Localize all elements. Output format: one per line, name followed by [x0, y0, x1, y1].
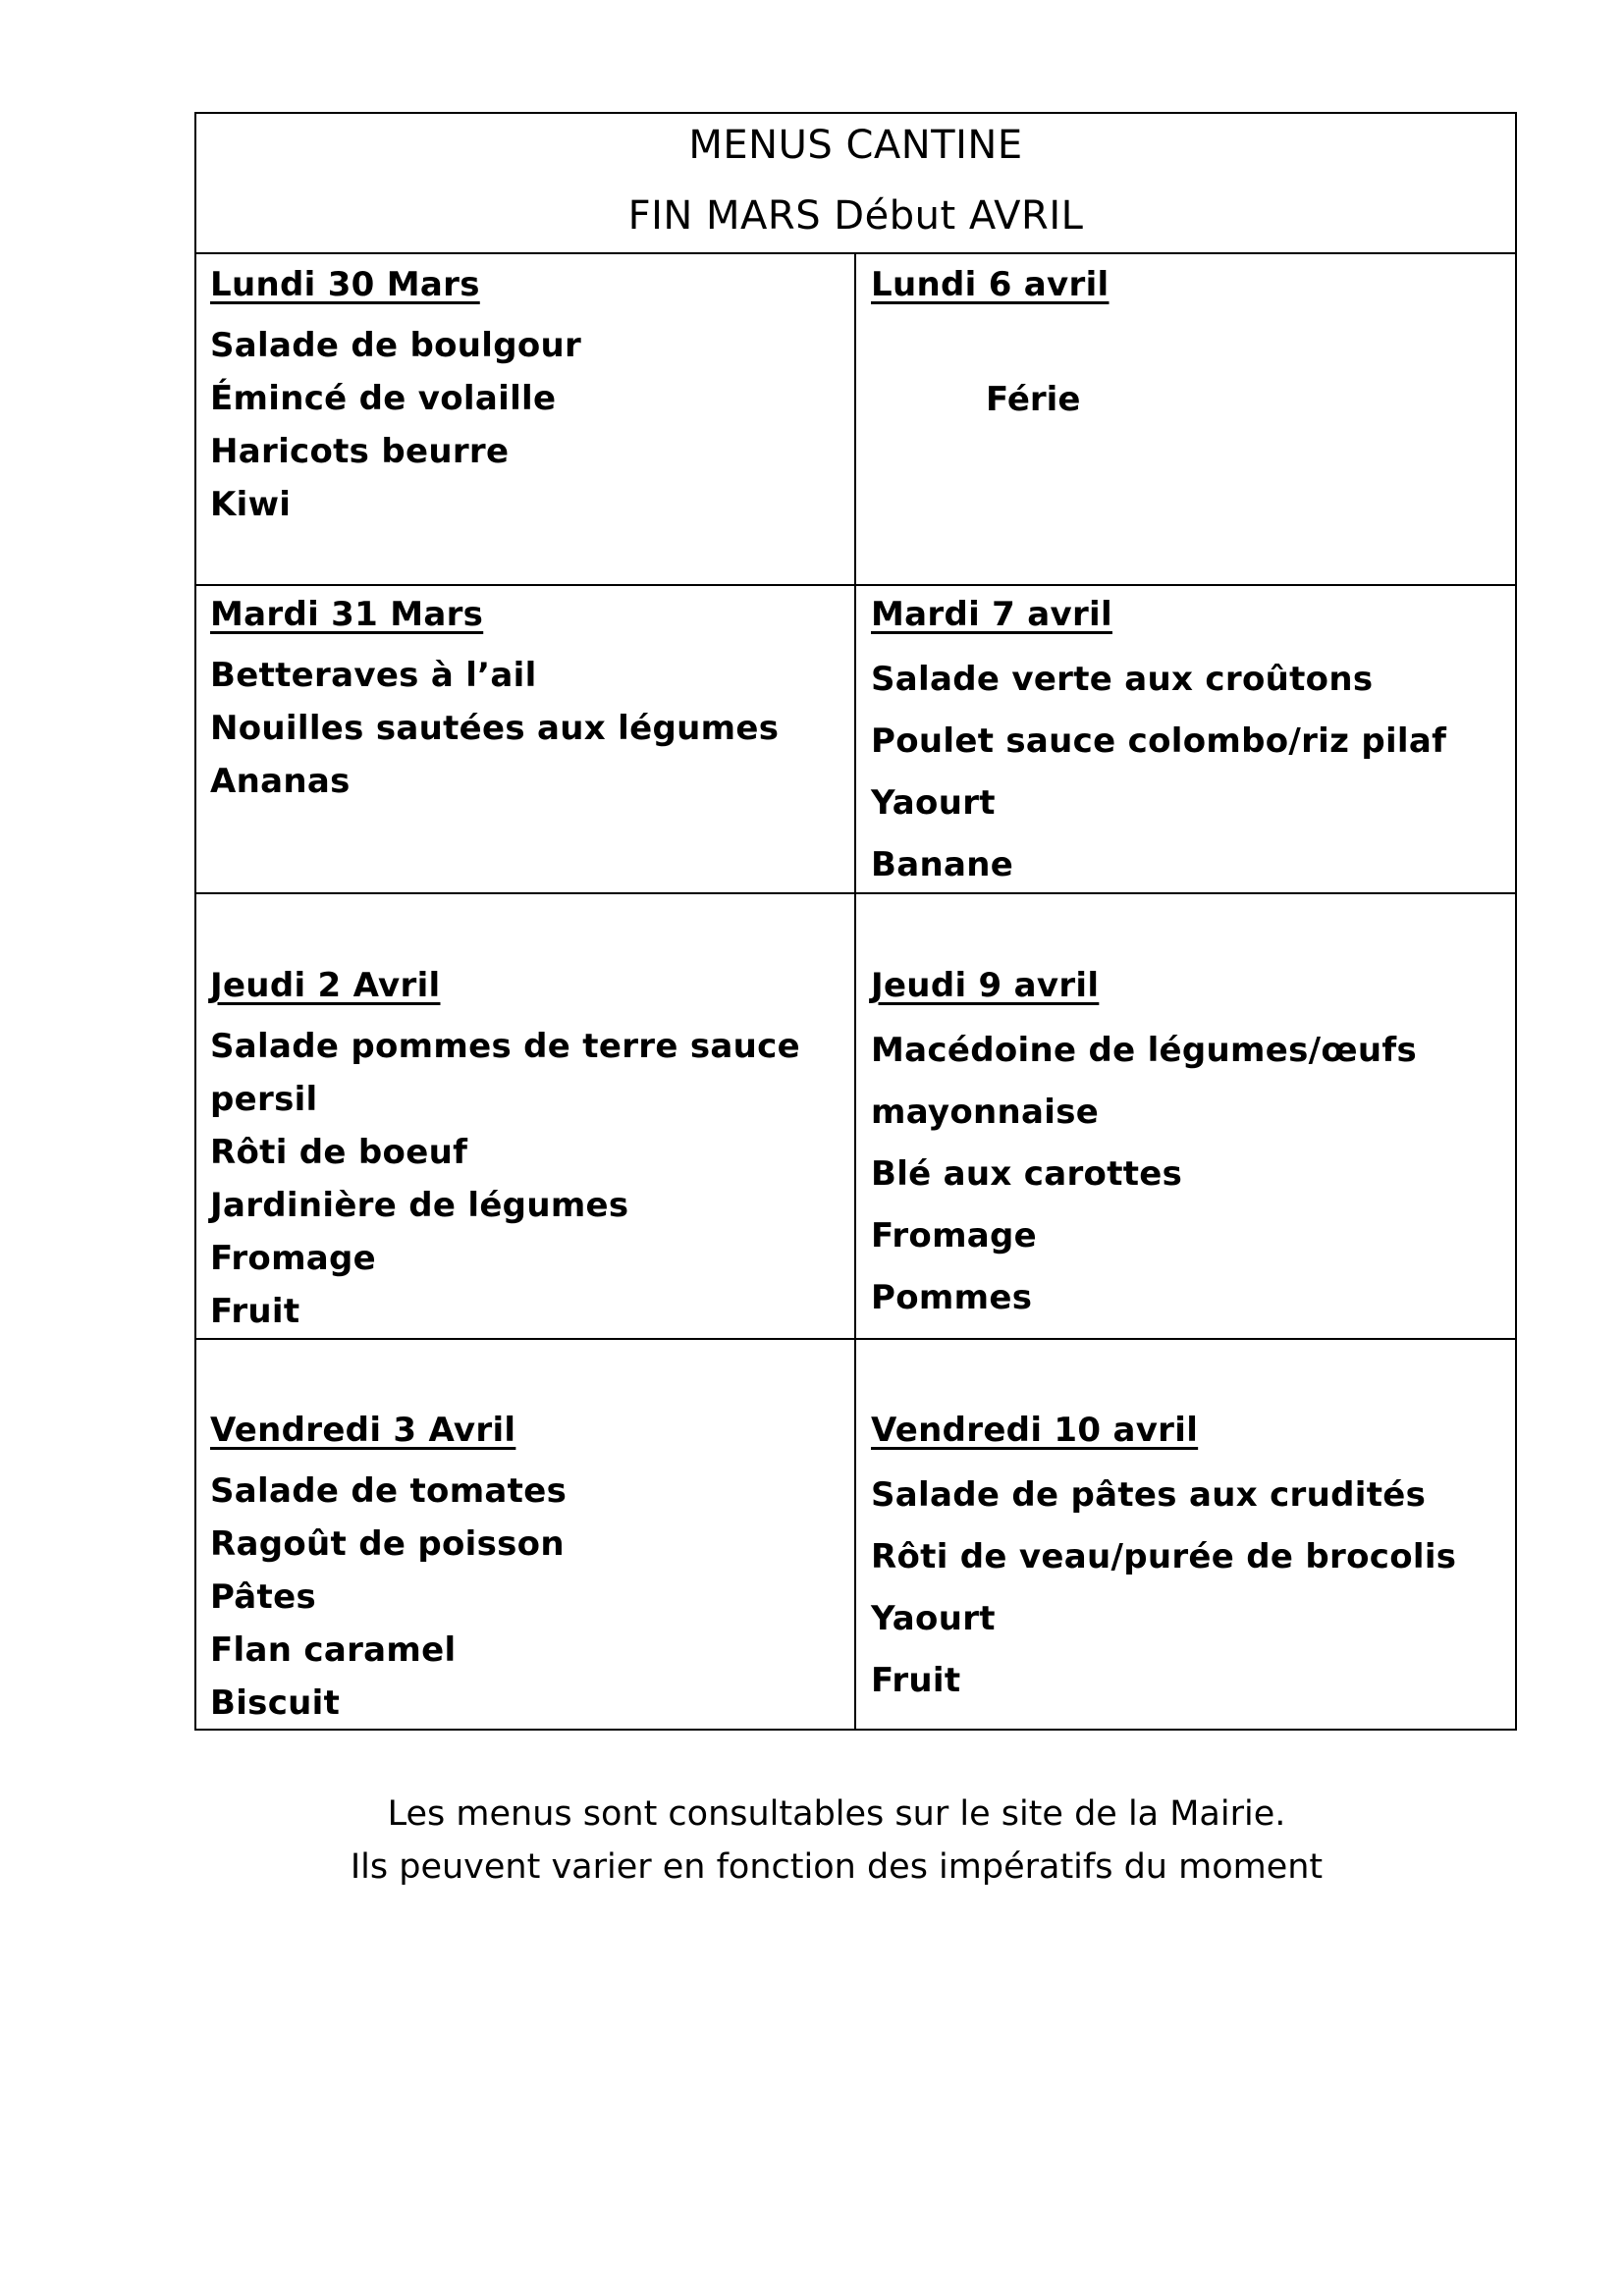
menu-item: Fruit [210, 1292, 300, 1331]
day-cell [871, 258, 1109, 319]
day-header: Vendredi 3 Avril [210, 1411, 516, 1450]
day-cell [210, 588, 779, 808]
menu-item: Flan caramel [210, 1630, 457, 1670]
menu-item: Salade pommes de terre sauce [210, 1027, 800, 1066]
menu-item: Banane [871, 845, 1014, 884]
day-header: Mardi 31 Mars [210, 595, 484, 634]
menu-item: Émincé de volaille [210, 379, 557, 418]
day-cell [871, 1404, 1456, 1712]
day-header: Vendredi 10 avril [871, 1411, 1199, 1450]
menu-item: Betteraves à l’ail [210, 656, 537, 695]
menu-item: Nouilles sautées aux légumes [210, 709, 780, 748]
menu-item: Salade de tomates [210, 1471, 568, 1511]
menu-item: Rôti de veau/purée de brocolis [871, 1537, 1457, 1576]
day-header: Mardi 7 avril [871, 595, 1112, 634]
day-cell [210, 959, 800, 1338]
menu-item: Haricots beurre [210, 432, 510, 471]
menu-item: Fromage [871, 1216, 1038, 1255]
menu-item: Salade de pâtes aux crudités [871, 1475, 1427, 1515]
title-line-1: MENUS CANTINE [688, 123, 1023, 168]
menu-item: persil [210, 1080, 318, 1119]
menu-item: Kiwi [210, 485, 292, 524]
day-header: Jeudi 9 avril [871, 966, 1100, 1005]
menu-item: mayonnaise [871, 1093, 1100, 1132]
footer-line-1: Les menus sont consultables sur le site de la Mairie. [387, 1794, 1286, 1834]
day-cell [210, 258, 581, 531]
menu-item: Yaourt [871, 783, 996, 823]
holiday-note: Férie [986, 380, 1081, 419]
column-divider [854, 253, 856, 1731]
menu-item: Rôti de boeuf [210, 1133, 468, 1172]
day-header: Lundi 6 avril [871, 265, 1110, 304]
menu-item: Yaourt [871, 1599, 996, 1638]
menu-item: Poulet sauce colombo/riz pilaf [871, 721, 1447, 761]
menu-item: Ananas [210, 762, 351, 801]
menu-item: Salade verte aux croûtons [871, 660, 1374, 699]
menu-item: Fruit [871, 1661, 961, 1700]
day-cell [871, 588, 1446, 896]
menu-item: Jardinière de légumes [210, 1186, 629, 1225]
menu-item: Macédoine de légumes/œufs [871, 1031, 1418, 1070]
day-header: Jeudi 2 Avril [210, 966, 441, 1005]
menu-item: Biscuit [210, 1683, 341, 1723]
day-header: Lundi 30 Mars [210, 265, 480, 304]
day-cell [210, 1404, 567, 1730]
day-cell [871, 959, 1417, 1329]
menu-item: Pâtes [210, 1577, 316, 1617]
title-line-2: FIN MARS Début AVRIL [627, 193, 1084, 239]
menu-item: Blé aux carottes [871, 1154, 1183, 1194]
menu-item: Ragoût de poisson [210, 1524, 565, 1564]
menu-item: Salade de boulgour [210, 326, 582, 365]
menu-item: Pommes [871, 1278, 1033, 1317]
menu-item: Fromage [210, 1239, 377, 1278]
footer-line-2: Ils peuvent varier en fonction des impératifs du moment [350, 1847, 1324, 1887]
